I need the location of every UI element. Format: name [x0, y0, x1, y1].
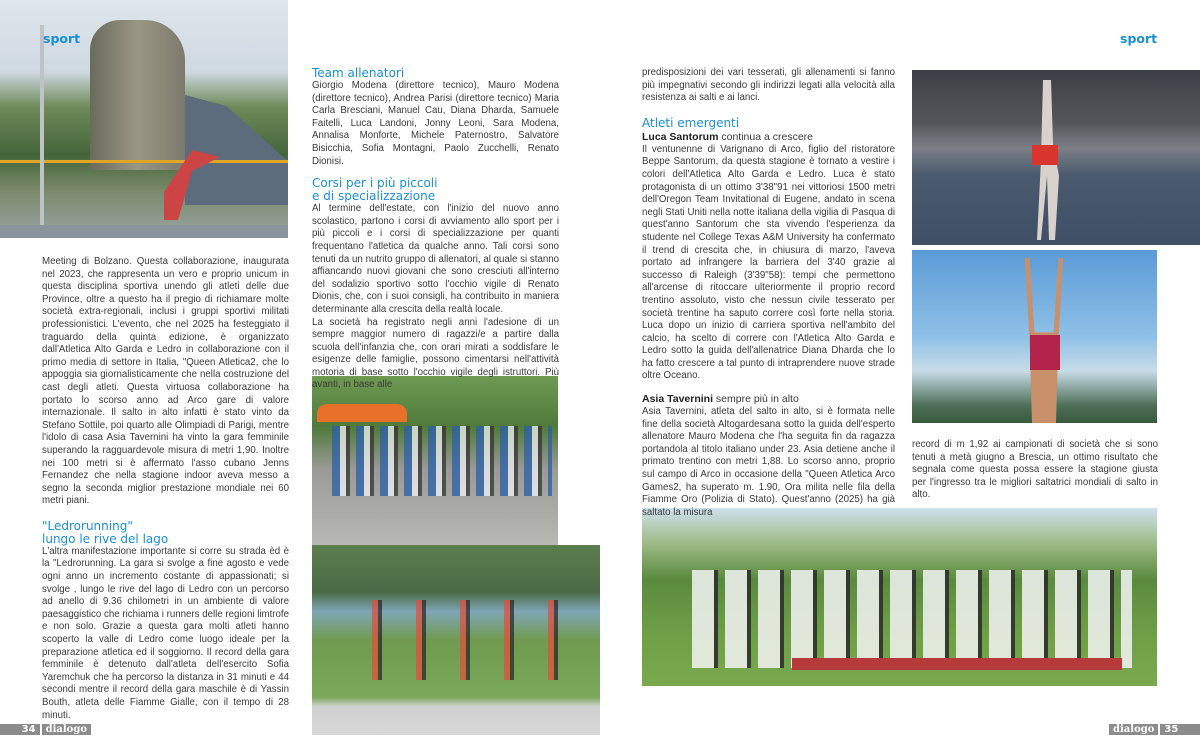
footer-right [1109, 724, 1200, 735]
heading-line: e di specializzazione [312, 189, 436, 204]
footer-left [0, 724, 91, 735]
paragraph-team: Giorgio Modena (direttore tecnico), Mauro Modena (direttore tecnico), Andrea Parisi (direttore tecnico) Maria Carla Bresciani, Manuel Cau, Diana Dharda, Samuele Faitelli, Luca Landoni, Jonny Leoni, Sara Modena, Annalisa Monforte, Michele Paternostro, Salvatore Bisicchia, Sofia Montagni, Paolo Zucchelli, Renato Dionisi. [312, 80, 559, 167]
section-label-right: sport [1120, 31, 1158, 46]
heading-line: "Ledrorunning" [42, 518, 133, 533]
paragraph-continued: predisposizioni dei vari tesserati, gli allenamenti si fanno più impegnativi secondo gli indirizzi legati alla velocità alla resistenza ai salti e ai lanci. [642, 67, 895, 104]
runners [352, 600, 592, 680]
heading-ledrorunning [42, 520, 289, 546]
runners [332, 426, 552, 496]
heading-atleti-emergenti: Atleti emergenti [642, 115, 740, 130]
light-pole [40, 25, 44, 235]
subheading-asia [642, 392, 895, 406]
heading-line: Corsi per i più piccoli [312, 176, 438, 191]
team-members [692, 528, 1132, 668]
column-2 [312, 67, 559, 392]
rock-cliff [90, 20, 185, 170]
paragraph-luca: Il ventunenne di Varignano di Arco, figlio del ristoratore Beppe Santorum, da questa stagione è tornato a vestire i colori dell'Atletica Alto Garda e Ledro. Luca è stato protagonista di un ottimo 3'38"91 nei vittoriosi 1500 metri dell'Oregon Team Invitational di Eugene, andato in scena negli Stati Uniti nella notte italiana della vigilia di Pasqua di quest'anno Santorum che sta vivendo l'esperienza da studente nel College Texas A&M University ha confermato il trend di crescita che, in chiusura di marzo, l'aveva portato ad infrangere la barriera del 3'40 grazie al successo di Raleigh (3'39"58): tempi che permettono all'arcense di ritoccare ulteriormente il proprio record trentino assoluto, visto che nessun civile tesserato per società trentine ha saputo correre così forte nella storia. Luca dopo un inizio di carriera sportiva nell'ambito del calcio, ha scelto di correre con l'Atletica Alto Garda e Ledro sotto la guida dell'allenatrice Diana Dharda che lo ha fatto crescere a tal punto di intraprendere nuove strade oltre Oceano. [642, 143, 895, 382]
subheading-text: continua a crescere [718, 130, 813, 143]
section-label-left: sport [43, 31, 81, 46]
heading-corsi [312, 177, 559, 203]
magazine-brand-left: dialogo [40, 724, 91, 735]
column-3 [642, 67, 895, 519]
track [0, 225, 288, 238]
paragraph-corsi-1: Al termine dell'estate, con l'inizio del nuovo anno scolastico, partono i corsi di avviamento allo sport per i più piccoli e i corsi di specializzazione per quanti frequentano l'atletica da qualche anno. Tali corsi sono tenuti da un nutrito gruppo di allenatori, al quale si stanno affiancando nuovi giovani che sono cresciuti all'interno del sodalizio sportivo sotto l'occhio vigile di Renato Dionis, che, con i suoi consigli, ha contribuito in maniera determinante alla crescita della realtà locale. [312, 203, 559, 315]
paragraph-corsi-2: La società ha registrato negli anni l'adesione di un sempre maggior numero di ragazzi/e a partire dalla scuola dell'infanzia che, con orari mirati a soddisfare le esigenze delle famiglie, possono cimentarsi nell'attività motoria di base sotto l'occhio vigile degli istruttori. Più avanti, in base alle [312, 316, 559, 391]
heading-team-allenatori: Team allenatori [312, 66, 405, 80]
subheading-luca [642, 130, 895, 144]
column-4 [912, 439, 1158, 502]
page-number-right: 35 [1164, 724, 1179, 735]
photo-team-group [642, 508, 1157, 686]
paragraph-asia-continued: record di m 1,92 ai campionati di società che si sono tenuti a metà giugno a Brescia, un ottimo risultato che segnala come questa possa essere la stagione giusta per l'ingresso tra le migliori saltatrici mondiali di salto in alto. [912, 439, 1158, 501]
photo-indoor-runner [912, 70, 1200, 245]
runner-shorts [1032, 145, 1058, 165]
heading-line: lungo le rive del lago [42, 531, 169, 546]
subheading-text: sempre più in alto [713, 393, 799, 406]
paragraph-ledrorunning: L'altra manifestazione importante si corre su strada èd è la "Ledrorunning. La gara si svolge a fine agosto e vede ogni anno un incremento costante di appassionati; si svolge , lungo le rive del lago di Ledro con un percorso ad anello di 9.36 chilometri in un ambiente di valore paesaggistico che richiama i runners delle regioni limtrofe e non solo. Grazie a questa gara molti atleti hanno scoperto la valle di Ledro come luogo ideale per la preparazione atletica ed il soggiorno. Il record della gara femminile è detenuto dall'atleta dell'esercito Sofia Yaremchuk che ha percorso la distanza in 31 minuti e 44 secondi mentre il record della gara maschile è di Yassin Bouth, atleta delle Fiamme Gialle, con il tempo di 28 minuti. [42, 545, 289, 721]
finish-arch [317, 404, 407, 422]
magazine-brand-right: dialogo [1109, 724, 1160, 735]
photo-athlete-celebrating [912, 250, 1157, 423]
paragraph-asia: Asia Tavernini, atleta del salto in alto, si è formata nelle fine della società Altogardesana sotto la guida dell'esperto allenatore Mauro Modena che l'ha seguita fin da ragazza portandola al titolo italiano under 23. Asia detiene anche il primato trentino con metri 1,88. Lo scorso anno, proprio sul campo di Arco in occasione della "Queen Atletica Arco Games2, ha superato m. 1.90, Ora milita nelle fila della Fiamme Oro (Polizia di Stato). Quest'anno (2025) ha già saltato la misura [642, 406, 895, 518]
athlete-top [1030, 335, 1060, 370]
photo-road-race [312, 376, 558, 545]
athlete-name: Luca Santorum [642, 130, 719, 143]
mountain [185, 95, 288, 205]
photo-lake-race [312, 545, 600, 735]
podium [792, 658, 1122, 670]
paragraph-meeting-bolzano: Meeting di Bolzano. Questa collaborazione, inaugurata nel 2023, che rappresenta un vero e proprio unicum in questa disciplina sportiva unendo gli atleti delle due Province, oltre a questo ha il pregio di richiamare molte società extra-regionali, inclusi i gruppi sportivi militati professionistici. L'evento, che nel 2025 ha festeggiato il traguardo della quinta edizione, è organizzato dall'Atletica Alto Garda e Ledro in collaborazione con il primo media di settore in Italia, "Queen Atletica2, che lo appoggia sia giornalisticamente che nella costruzione del cast degli atleti. Questa virtuosa collaborazione ha portato lo scorso anno ad Arco gare di valore internazionale. Il salto in alto infatti è stato vinto da Stefano Sottile, poi quarto alle Olimpiadi di Parigi, mentre l'idolo di casa Asia Tavernini ha vinto la gara femminile superando la ragguardevole misura di metri 1,90. Inoltre nei 100 metri si è affermato l'asso cubano Jenns Fernandez che nella stagione indoor aveva messo a segno la seconda miglior prestazione mondiale nei 60 metri piani. [42, 256, 289, 507]
athlete-name: Asia Tavernini [642, 393, 713, 406]
column-1 [42, 256, 289, 722]
page-number-left: 34 [21, 724, 36, 735]
